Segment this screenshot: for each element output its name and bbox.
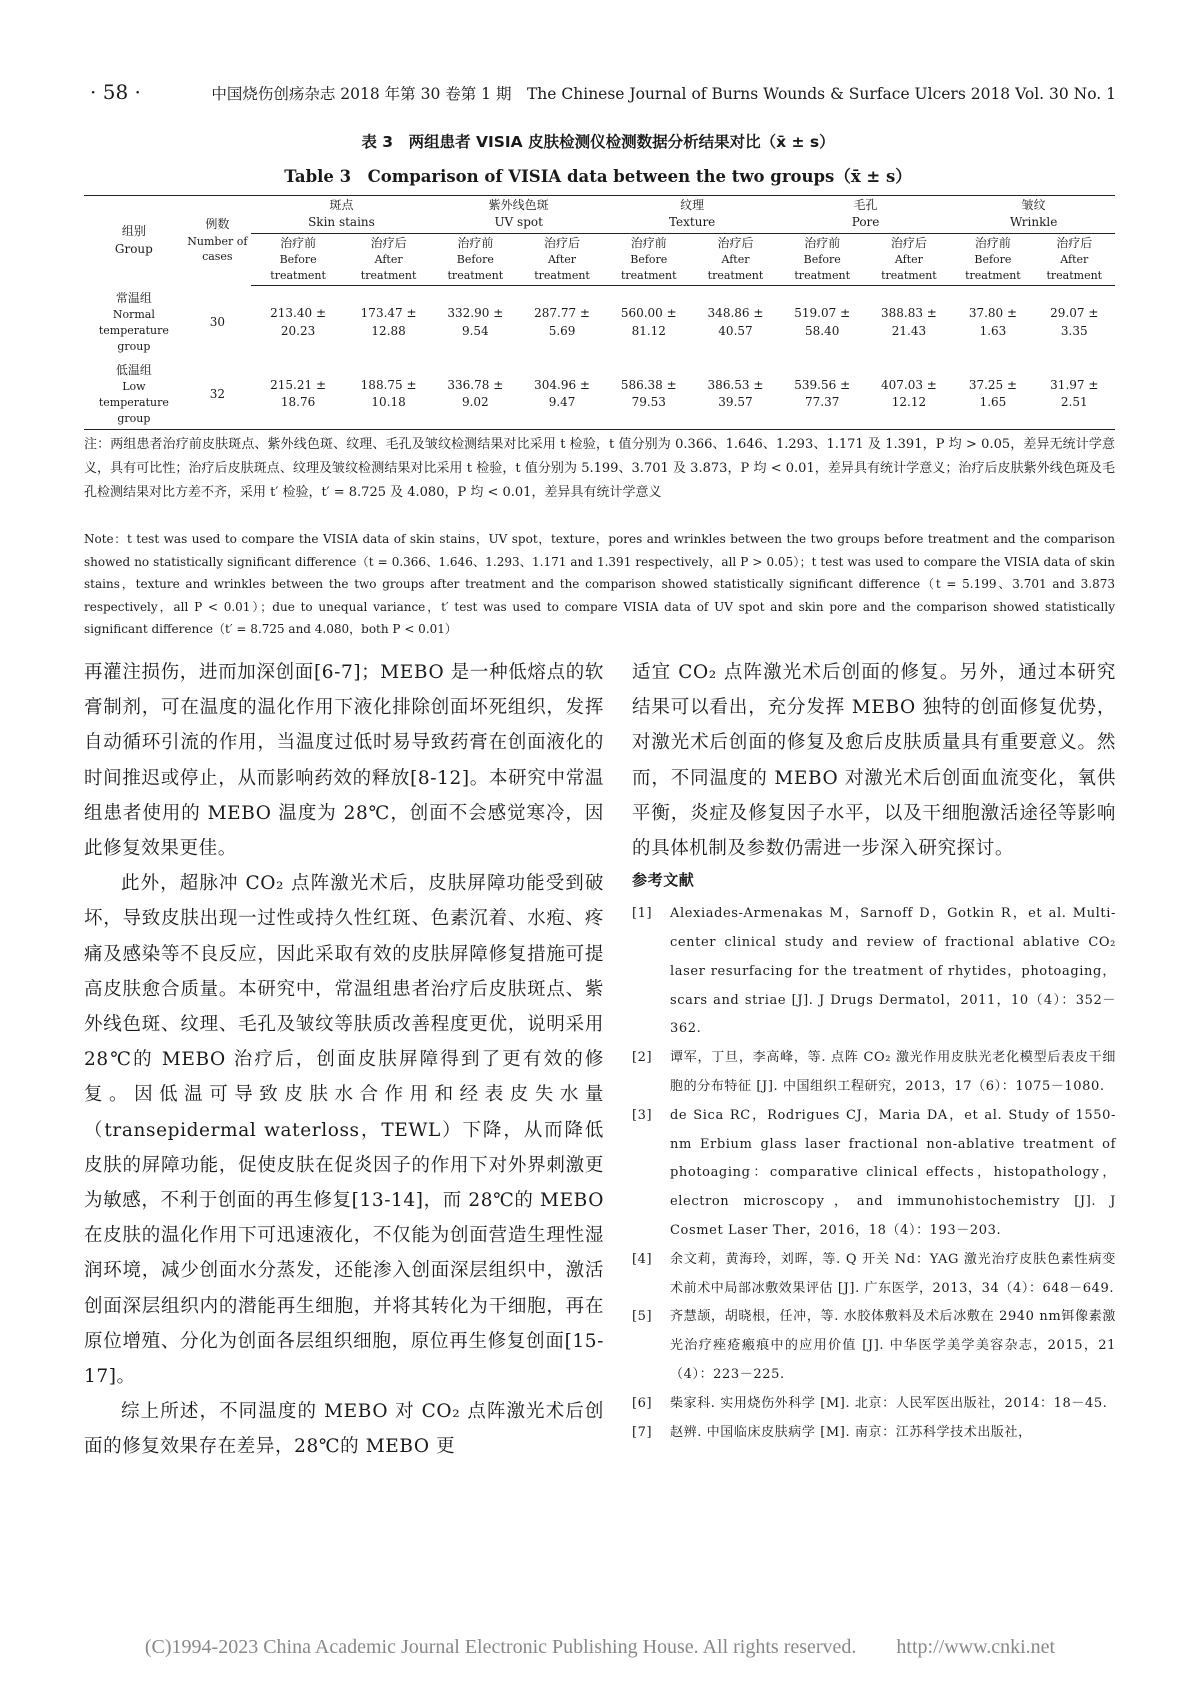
before-head: 治疗前 Before treatment (251, 233, 345, 285)
data-cell: 539.56 ± 77.37 (779, 360, 866, 430)
journal-title: 中国烧伤创疡杂志 2018 年第 30 卷第 1 期 The Chinese Journal of Burns Wounds & Surface Ulcers 2018 Vol. 30 No. 1 (211, 85, 1116, 103)
table-note-cn: 注：两组患者治疗前皮肤斑点、紫外线色斑、纹理、毛孔及皱纹检测结果对比采用 t 检验，t 值分别为 0.366、1.646、1.293、1.171 及 1.391，P 均 > 0.05，差异无统计学意义，具有可比性；治疗后皮肤斑点、纹理及皱纹检测结果对比采用 t 检验，t 值分别为 5.199、3.701 及 3.873，P 均 < 0.01，差异具有统计学意义；治疗后皮肤紫外线色斑及毛孔检测结果对比方差不齐，采用 t′ 检验，t′ = 8.725 及 4.080，P 均 < 0.01，差异具有统计学意义 (84, 437, 1115, 500)
paragraph: 综上所述，不同温度的 MEBO 对 CO₂ 点阵激光术后创面的修复效果存在差异，28℃的 MEBO 更 (84, 1401, 604, 1458)
reference-item: [2] 谭军，丁旦，李高峰，等. 点阵 CO₂ 激光作用皮肤光老化模型后表皮干细胞的分布特征 [J]. 中国组织工程研究，2013，17（6）：1075－1080. (632, 1050, 1116, 1094)
after-head: 治疗后 After treatment (1034, 233, 1115, 285)
paragraph: 此外，超脉冲 CO₂ 点阵激光术后，皮肤屏障功能受到破坏，导致皮肤出现一过性或持久性红斑、色素沉着、水疱、疼痛及感染等不良反应，因此采取有效的皮肤屏障修复措施可提高皮肤愈合质量。本研究中，常温组患者治疗后皮肤斑点、紫外线色斑、纹理、毛孔及皱纹等肤质改善程度更优，说明采用 28℃的 MEBO 治疗后，创面皮肤屏障得到了更有效的修复。因低温可导致皮肤水合作用和经表皮失水量（transepidermal waterloss，TEWL）下降，从而降低皮肤的屏障功能，促使皮肤在促炎因子的作用下对外界刺激更为敏感，不利于创面的再生修复[13-14]，而 28℃的 MEBO 在皮肤的温化作用下可迅速液化，不仅能为创面营造生理性湿润环境，减少创面水分蒸发，还能渗入创面深层组织中，激活创面深层组织内的潜能再生细胞，并将其转化为干细胞，再在原位增殖、分化为创面各层组织细胞，原位再生修复创面[15-17]。 (84, 873, 604, 1388)
data-cell: 37.25 ± 1.65 (952, 360, 1033, 430)
data-cell: 37.80 ± 1.63 (968, 306, 1018, 338)
data-cell: 407.03 ± 12.12 (866, 360, 953, 430)
group-cell: 低温组 Low temperature group (84, 360, 184, 430)
reference-item: [3] de Sica RC，Rodrigues CJ，Maria DA，et al. Study of 1550-nm Erbium glass laser fractional non-ablative treatment of photoaging：comparative clinical effects，histopathology，electron microscopy，and immunohistochemistry [J]. J Cosmet Laser Ther，2016，18（4）：193－203. (632, 1107, 1116, 1238)
visia-data-table (84, 195, 1115, 430)
body-column-left (84, 655, 604, 1465)
col-head-metric-2: 纹理 Texture (605, 196, 778, 234)
data-cell: 213.40 ± 20.23 (270, 306, 327, 338)
data-cell: 29.07 ± 3.35 (1050, 306, 1099, 338)
before-head: 治疗前 Before treatment (779, 233, 866, 285)
table-row (84, 286, 1115, 360)
group-cell: 常温组 Normal temperature group (98, 290, 169, 354)
reference-item: [5] 齐慧颉，胡晓根，任冲，等. 水胶体敷料及术后冰敷在 2940 nm铒像素激光治疗痤疮瘢痕中的应用价值 [J]. 中华医学美学美容杂志，2015，21（4）：223－225. (632, 1309, 1116, 1382)
table-caption-en: Table 3 Comparison of VISIA data between the two groups（x̄ ± s） (284, 167, 912, 186)
table-row (84, 360, 1115, 430)
col-head-cases: 例数 Number of cases (184, 196, 251, 286)
col-head-metric-3: 毛孔 Pore (779, 196, 952, 234)
body-column-right (632, 655, 1116, 1447)
col-head-group: 组别 Group (84, 196, 184, 286)
paragraph: 适宜 CO₂ 点阵激光术后创面的修复。另外，通过本研究结果可以看出，充分发挥 MEBO 独特的创面修复优势，对激光术后创面的修复及愈后皮肤质量具有重要意义。然而，不同温度的 MEBO 对激光术后创面血流变化，氧供平衡，炎症及修复因子水平，以及干细胞激活途径等影响的具体机制及参数仍需进一步深入研究探讨。 (632, 662, 1116, 860)
reference-item: [7] 赵辨. 中国临床皮肤病学 [M]. 南京：江苏科学技术出版社， (632, 1424, 1032, 1440)
col-head-metric-4: 皱纹 Wrinkle (952, 196, 1115, 234)
data-cell: 215.21 ± 18.76 (251, 360, 345, 430)
data-cell: 388.83 ± 21.43 (880, 306, 937, 338)
after-head: 治疗后 After treatment (345, 233, 432, 285)
data-cell: 519.07 ± 58.40 (794, 306, 851, 338)
reference-item: [6] 柴家科. 实用烧伤外科学 [M]. 北京：人民军医出版社，2014：18－45. (632, 1395, 1108, 1411)
after-head: 治疗后 After treatment (519, 233, 606, 285)
data-cell: 188.75 ± 10.18 (345, 360, 432, 430)
table-header-row-1 (84, 196, 1115, 234)
data-cell: 304.96 ± 9.47 (519, 360, 606, 430)
paragraph: 再灌注损伤，进而加深创面[6-7]；MEBO 是一种低熔点的软膏制剂，可在温度的温化作用下液化排除创面坏死组织，发挥自动循环引流的作用，当温度过低时易导致药膏在创面液化的时间推迟或停止，从而影响药效的释放[8-12]。本研究中常温组患者使用的 MEBO 温度为 28℃，创面不会感觉寒冷，因此修复效果更佳。 (84, 662, 604, 860)
before-head: 治疗前 Before treatment (432, 233, 519, 285)
table-note-en: Note：t test was used to compare the VISIA data of skin stains，UV spot，texture，pores and wrinkles between the two groups before treatment and the comparison showed no statistically significant difference（t = 0.366、1.646、1.293、1.171 and 1.391 respectively，all P > 0.05）；t test was used to compare the VISIA data of skin stains，texture and wrinkles between the two groups after treatment and the comparison showed statistically significant difference（t = 5.199、3.701 and 3.873 respectively，all P < 0.01）；due to unequal variance，t′ test was used to compare VISIA data of UV spot and skin pore and the comparison showed statistically significant difference（t′ = 8.725 and 4.080，both P < 0.01） (84, 532, 1115, 636)
table-caption-cn: 表 3 两组患者 VISIA 皮肤检测仪检测数据分析结果对比（x̄ ± s） (361, 133, 835, 151)
data-cell: 173.47 ± 12.88 (360, 306, 417, 338)
after-head: 治疗后 After treatment (866, 233, 953, 285)
col-head-metric-1: 紫外线色斑 UV spot (432, 196, 605, 234)
data-cell: 348.86 ± 40.57 (707, 306, 764, 338)
data-cell: 287.77 ± 5.69 (534, 306, 590, 338)
col-head-metric-0: 斑点 Skin stains (251, 196, 432, 234)
data-cell: 336.78 ± 9.02 (432, 360, 519, 430)
copyright-footer: (C)1994-2023 China Academic Journal Electronic Publishing House. All rights reserved. http://www.cnki.net (144, 1636, 1056, 1658)
page-number: · 58 · (90, 80, 141, 104)
before-head: 治疗前 Before treatment (952, 233, 1033, 285)
data-cell: 332.90 ± 9.54 (447, 306, 504, 338)
reference-item: [1] Alexiades-Armenakas M，Sarnoff D，Gotkin R，et al. Multi-center clinical study and review of fractional ablative CO₂ laser resurfacing for the treatment of rhytides，photoaging，scars and striae [J]. J Drugs Dermatol，2011，10（4）：352－362. (632, 906, 1116, 1037)
data-cell: 386.53 ± 39.57 (692, 360, 779, 430)
data-cell: 560.00 ± 81.12 (620, 306, 677, 338)
data-cell: 31.97 ± 2.51 (1034, 360, 1115, 430)
cases-cell: 30 (209, 314, 225, 329)
cases-cell: 32 (184, 360, 251, 430)
before-head: 治疗前 Before treatment (605, 233, 692, 285)
data-cell: 586.38 ± 79.53 (605, 360, 692, 430)
reference-list (632, 900, 1116, 1447)
running-header (90, 80, 1116, 108)
references-heading: 参考文献 (632, 871, 695, 890)
reference-item: [4] 余文莉，黄海玲，刘晖，等. Q 开关 Nd：YAG 激光治疗皮肤色素性病变术前术中局部冰敷效果评估 [J]. 广东医学，2013，34（4）：648－649. (632, 1251, 1116, 1296)
after-head: 治疗后 After treatment (692, 233, 779, 285)
